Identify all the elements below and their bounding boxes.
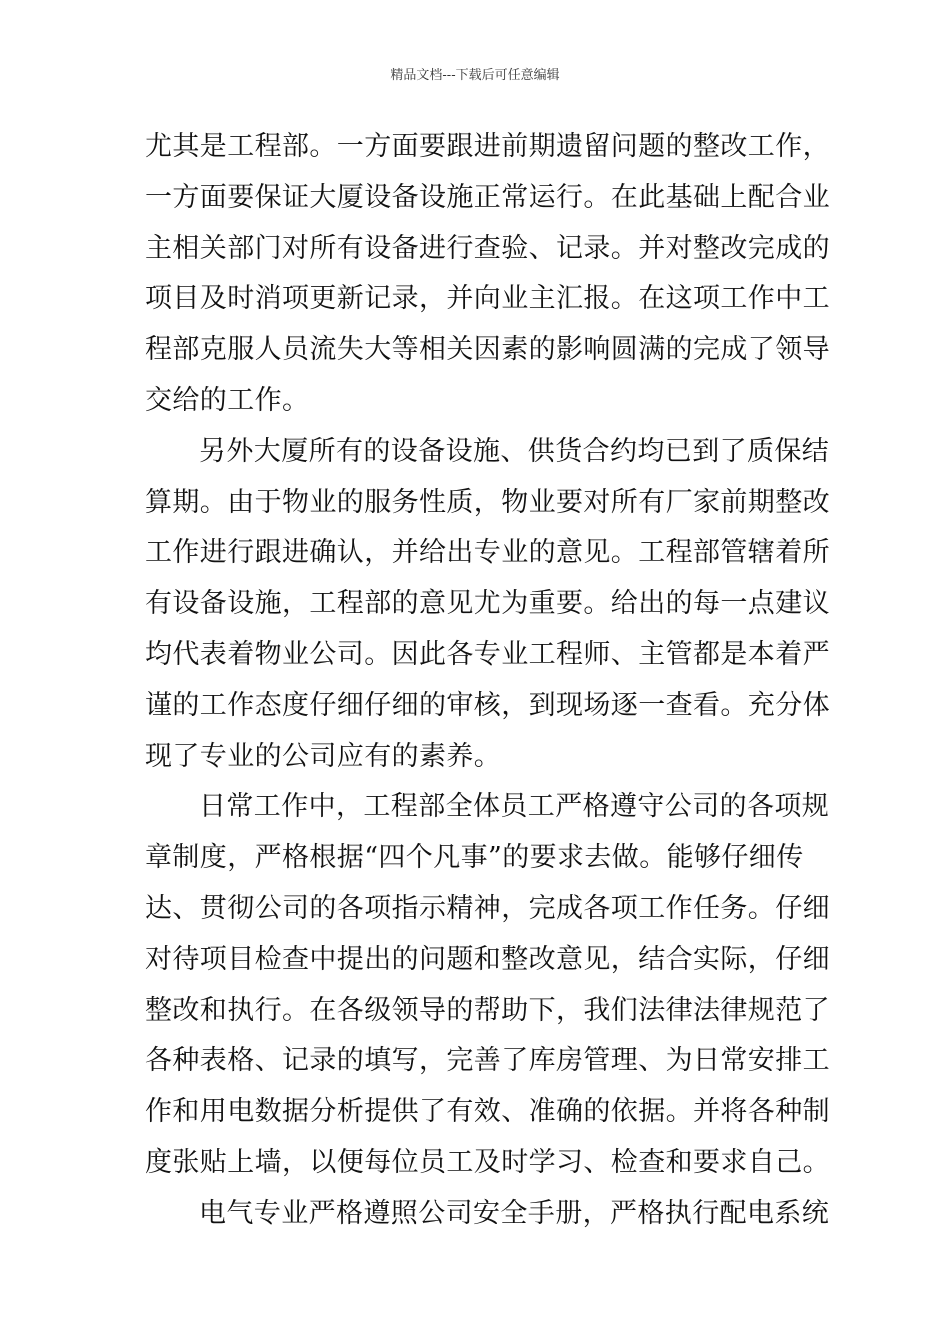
text-line: 章制度，严格根据“四个凡事”的要求去做。能够仔细传 — [145, 842, 804, 874]
text-line: 项目及时消项更新记录，并向业主汇报。在这项工作中工 — [145, 283, 830, 315]
text-line: 有设备设施，工程部的意见尤为重要。给出的每一点建议 — [145, 588, 830, 620]
text-line: 作和用电数据分析提供了有效、准确的依据。并将各种制 — [145, 1096, 830, 1128]
body-text — [145, 122, 830, 1240]
text-line: 现了专业的公司应有的素养。 — [145, 740, 502, 772]
text-line: 整改和执行。在各级领导的帮助下，我们法律法律规范了 — [145, 994, 830, 1026]
text-line: 谨的工作态度仔细仔细的审核，到现场逐一查看。充分体 — [145, 689, 830, 721]
text-line: 主相关部门对所有设备进行查验、记录。并对整改完成的 — [145, 232, 830, 264]
text-line: 电气专业严格遵照公司安全手册，严格执行配电系统 — [199, 1197, 830, 1229]
text-line: 算期。由于物业的服务性质，物业要对所有厂家前期整改 — [145, 486, 830, 518]
text-line: 尤其是工程部。一方面要跟进前期遗留问题的整改工作， — [145, 131, 830, 162]
text-line: 对待项目检查中提出的问题和整改意见，结合实际，仔细 — [145, 943, 830, 975]
text-line: 交给的工作。 — [145, 384, 310, 416]
text-line: 均代表着物业公司。因此各专业工程师、主管都是本着严 — [145, 638, 830, 670]
text-line: 度张贴上墙，以便每位员工及时学习、检查和要求自己。 — [145, 1146, 830, 1178]
text-line: 达、贯彻公司的各项指示精神，完成各项工作任务。仔细 — [145, 892, 830, 924]
text-line: 工作进行跟进确认，并给出专业的意见。工程部管辖着所 — [145, 537, 830, 569]
text-line: 一方面要保证大厦设备设施正常运行。在此基础上配合业 — [145, 181, 830, 213]
page-header: 精品文档---下载后可任意编辑 — [390, 68, 560, 83]
text-line: 另外大厦所有的设备设施、供货合约均已到了质保结 — [199, 435, 830, 467]
text-line: 各种表格、记录的填写，完善了库房管理、为日常安排工 — [145, 1045, 830, 1077]
text-line: 程部克服人员流失大等相关因素的影响圆满的完成了领导 — [145, 334, 830, 366]
text-line: 日常工作中，工程部全体员工严格遵守公司的各项规 — [199, 791, 830, 823]
